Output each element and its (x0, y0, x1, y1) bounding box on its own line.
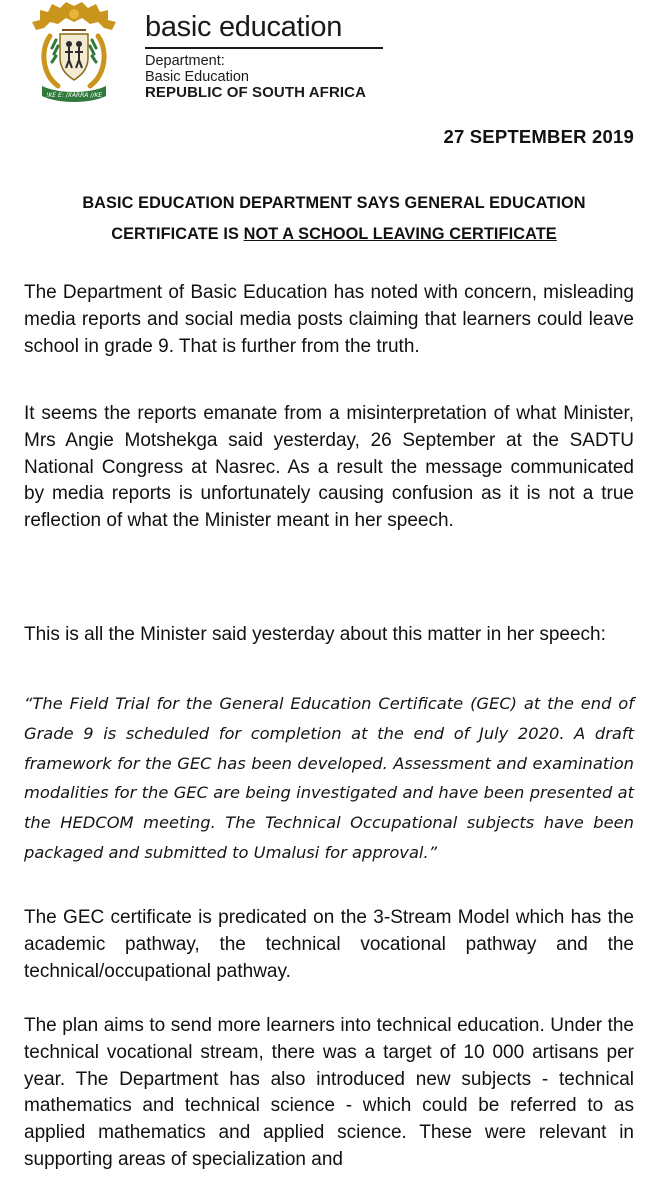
paragraph-2: It seems the reports emanate from a misinterpretation of what Minister, Mrs Angie Motshekga said yesterday, 26 September at the SADTU National Congress at Nasrec. As a result the message communicated by media reports is unfortunately causing confusion as it is not a true reflection of what the Minister meant in her speech. (24, 403, 634, 532)
coat-of-arms-icon (22, 0, 126, 104)
headline-prefix: CERTIFICATE IS (111, 225, 244, 243)
headline-line-1: BASIC EDUCATION DEPARTMENT SAYS GENERAL EDUCATION (82, 194, 586, 212)
paragraph-4: The GEC certificate is predicated on the 3-Stream Model which has the academic pathway, the technical vocational pathway and the technical/occupational pathway. (24, 907, 634, 982)
headline-line-2 (24, 219, 644, 250)
paragraph-5: The plan aims to send more learners into technical education. Under the technical vocational stream, there was a target of 10 000 artisans per year. The Department has also introduced new subjects - technical mathematics and technical science - which could be referred to as applied mathematics and applied science. These were relevant in supporting areas of specialization and (24, 1015, 634, 1170)
brand-divider (145, 47, 383, 49)
minister-quote: “The Field Trial for the General Education Certificate (GEC) at the end of Grade 9 is scheduled for completion at the end of July 2020. A draft framework for the GEC has been developed. Assessment and examination modalities for the GEC are being investigated and have been presented at the HEDCOM meeting. The Technical Occupational subjects have been packaged and submitted to Umalusi for approval.” (24, 694, 634, 862)
emblem-motto: !KE E: /XARRA //KE (45, 92, 103, 99)
headline-underlined: NOT A SCHOOL LEAVING CERTIFICATE (243, 225, 557, 243)
headline (24, 188, 644, 250)
brand-title: basic education (145, 11, 343, 43)
release-date: 27 SEPTEMBER 2019 (443, 126, 634, 147)
department-name: Basic Education (145, 69, 249, 85)
country-name: REPUBLIC OF SOUTH AFRICA (145, 84, 367, 101)
paragraph-1: The Department of Basic Education has noted with concern, misleading media reports and social media posts claiming that learners could leave school in grade 9. That is further from the truth. (24, 282, 634, 357)
letterhead-brand (145, 10, 385, 101)
department-label: Department: (145, 53, 225, 69)
paragraph-3: This is all the Minister said yesterday about this matter in her speech: (24, 624, 606, 645)
